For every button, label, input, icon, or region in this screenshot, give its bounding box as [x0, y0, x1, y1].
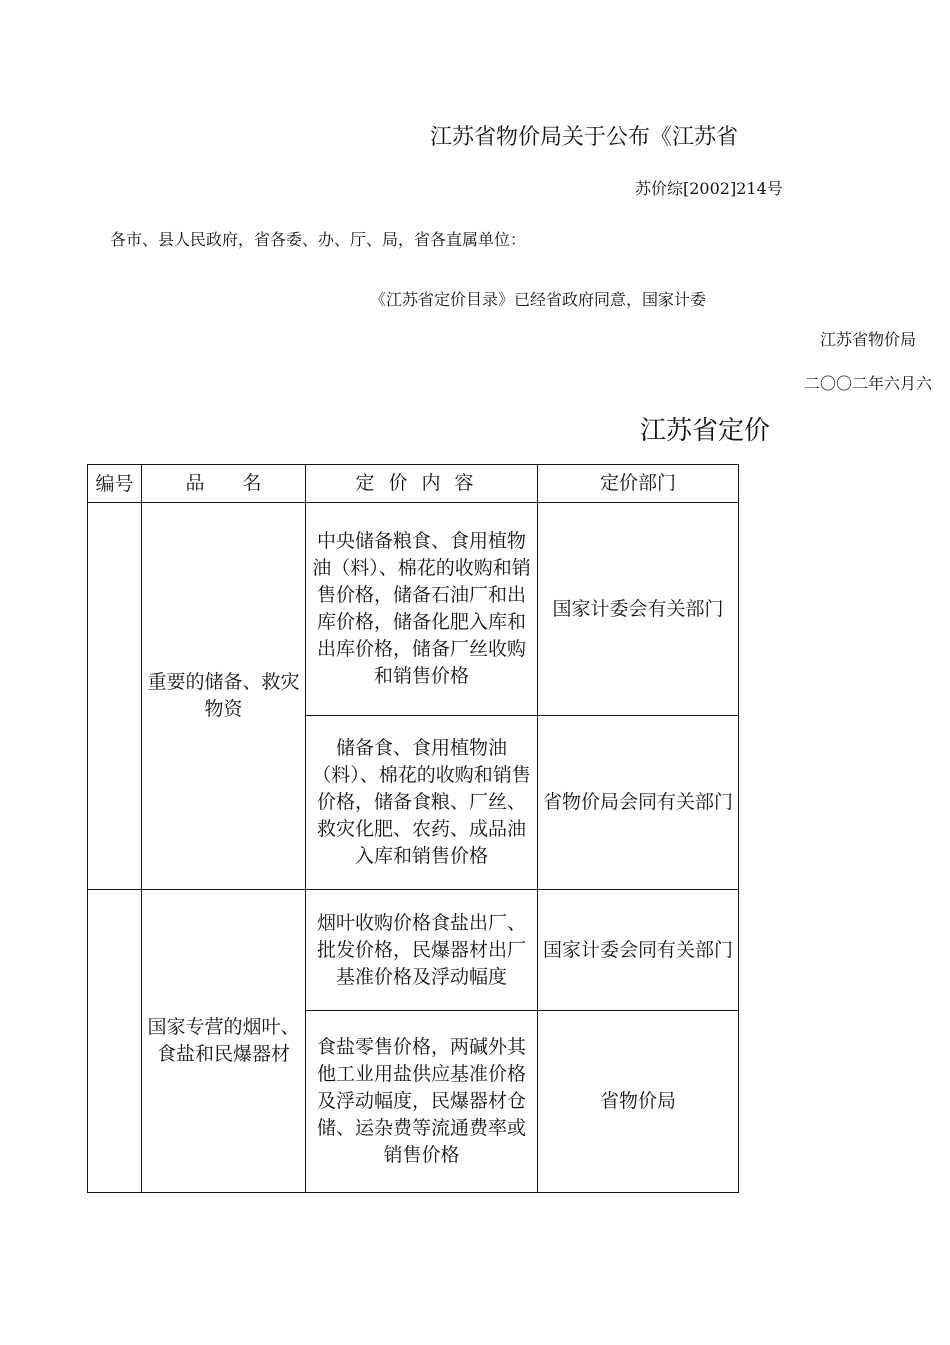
- pricing-department-cell: 省物价局: [538, 1011, 739, 1193]
- signer: 江苏省物价局: [820, 330, 917, 349]
- group-number-cell: [88, 503, 142, 890]
- pricing-department-cell: 国家计委会有关部门: [538, 503, 739, 716]
- header-item-name: 品 名: [142, 465, 306, 503]
- pricing-catalog-table: [87, 464, 739, 1193]
- issue-date: 二〇〇二年六月六: [804, 374, 933, 393]
- table-row: [88, 890, 739, 1011]
- body-text: 《江苏省定价目录》已经省政府同意，国家计委: [370, 290, 707, 309]
- header-number: 编号: [88, 465, 142, 503]
- group-item-name: 重要的储备、救灾物资: [142, 503, 306, 890]
- table-row: [88, 503, 739, 716]
- group-item-name: 国家专营的烟叶、食盐和民爆器材: [142, 890, 306, 1193]
- pricing-content-cell: 食盐零售价格，两碱外其他工业用盐供应基准价格及浮动幅度，民爆器材仓储、运杂费等流通费率或销售价格: [306, 1011, 538, 1193]
- catalog-title: 江苏省定价: [640, 416, 771, 446]
- addressee-line: 各市、县人民政府，省各委、办、厅、局，省各直属单位：: [110, 230, 527, 249]
- pricing-content-cell: 中央储备粮食、食用植物油（料）、棉花的收购和销售价格，储备石油厂和出库价格，储备化肥入库和出库价格，储备厂丝收购和销售价格: [306, 503, 538, 716]
- table-header-row: [88, 465, 739, 503]
- document-number: 苏价综[2002]214号: [635, 179, 783, 198]
- header-pricing-department: 定价部门: [538, 465, 739, 503]
- group-number-cell: [88, 890, 142, 1193]
- header-pricing-content: 定价内容: [306, 465, 538, 503]
- pricing-content-cell: 烟叶收购价格食盐出厂、批发价格，民爆器材出厂基准价格及浮动幅度: [306, 890, 538, 1011]
- pricing-department-cell: 省物价局会同有关部门: [538, 716, 739, 890]
- pricing-content-cell: 储备食、食用植物油（料）、棉花的收购和销售价格，储备食粮、厂丝、救灾化肥、农药、成品油入库和销售价格: [306, 716, 538, 890]
- pricing-department-cell: 国家计委会同有关部门: [538, 890, 739, 1011]
- document-title: 江苏省物价局关于公布《江苏省: [430, 125, 739, 150]
